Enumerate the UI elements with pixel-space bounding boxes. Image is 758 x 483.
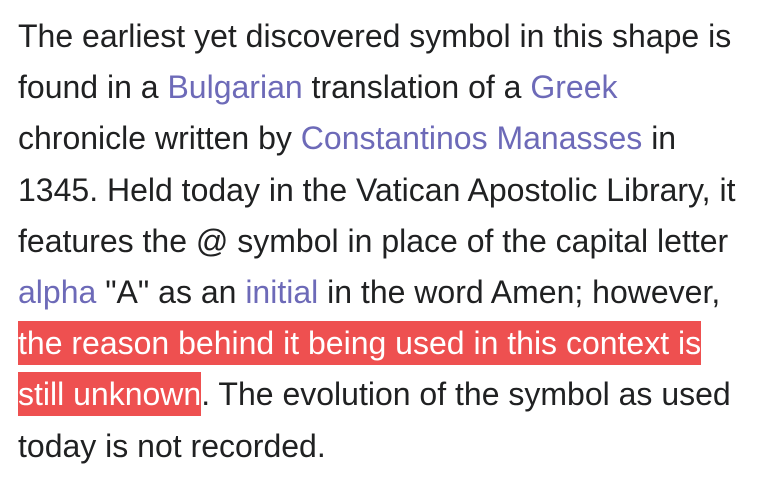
- link-bulgarian[interactable]: Bulgarian: [167, 69, 303, 106]
- paragraph-text: chronicle written by: [18, 120, 301, 157]
- paragraph-text: The earliest yet discovered symbol in this shape is found in a: [18, 18, 732, 106]
- link-alpha[interactable]: alpha: [18, 274, 97, 311]
- link-initial[interactable]: initial: [245, 274, 319, 311]
- paragraph-text: . The evolution of the symbol as used today is not recorded.: [18, 376, 731, 464]
- article-paragraph: [18, 11, 748, 472]
- paragraph-text: translation of a: [302, 69, 531, 106]
- link-constantinos-manasses[interactable]: Constantinos Manasses: [300, 120, 643, 157]
- paragraph-text: in the word Amen; however,: [318, 274, 721, 311]
- paragraph-text: "A" as an: [96, 274, 246, 311]
- paragraph-text: in 1345. Held today in the Vatican Apostolic Library, it features the @ symbol in place of the capital letter: [18, 120, 736, 259]
- link-greek[interactable]: Greek: [530, 69, 618, 106]
- highlighted-text: the reason behind it being used in this context is still unknown: [18, 321, 701, 416]
